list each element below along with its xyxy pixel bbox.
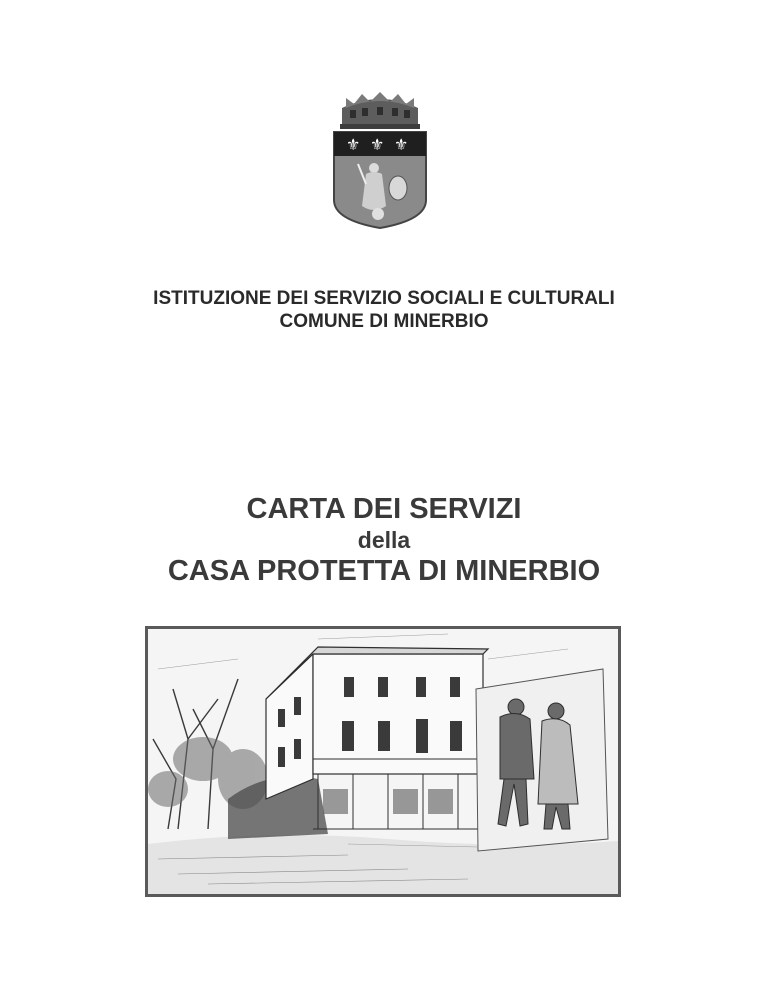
svg-text:⚜: ⚜ bbox=[370, 135, 385, 154]
institution-name: ISTITUZIONE DEI SERVIZIO SOCIALI E CULTURALI bbox=[153, 288, 615, 309]
svg-text:⚜: ⚜ bbox=[394, 135, 409, 154]
municipality-name: COMUNE DI MINERBIO bbox=[279, 311, 489, 332]
crest-icon bbox=[326, 88, 434, 232]
title-subject: CASA PROTETTA DI MINERBIO bbox=[167, 555, 601, 587]
institution-heading bbox=[0, 287, 768, 333]
document-title bbox=[0, 493, 768, 587]
title-main: CARTA DEI SERVIZI bbox=[246, 493, 522, 525]
coat-of-arms-emblem bbox=[326, 88, 434, 232]
sketch-image bbox=[148, 629, 618, 894]
svg-text:⚜: ⚜ bbox=[346, 135, 361, 154]
building-sketch-illustration bbox=[145, 626, 621, 897]
title-connector: della bbox=[357, 527, 411, 553]
